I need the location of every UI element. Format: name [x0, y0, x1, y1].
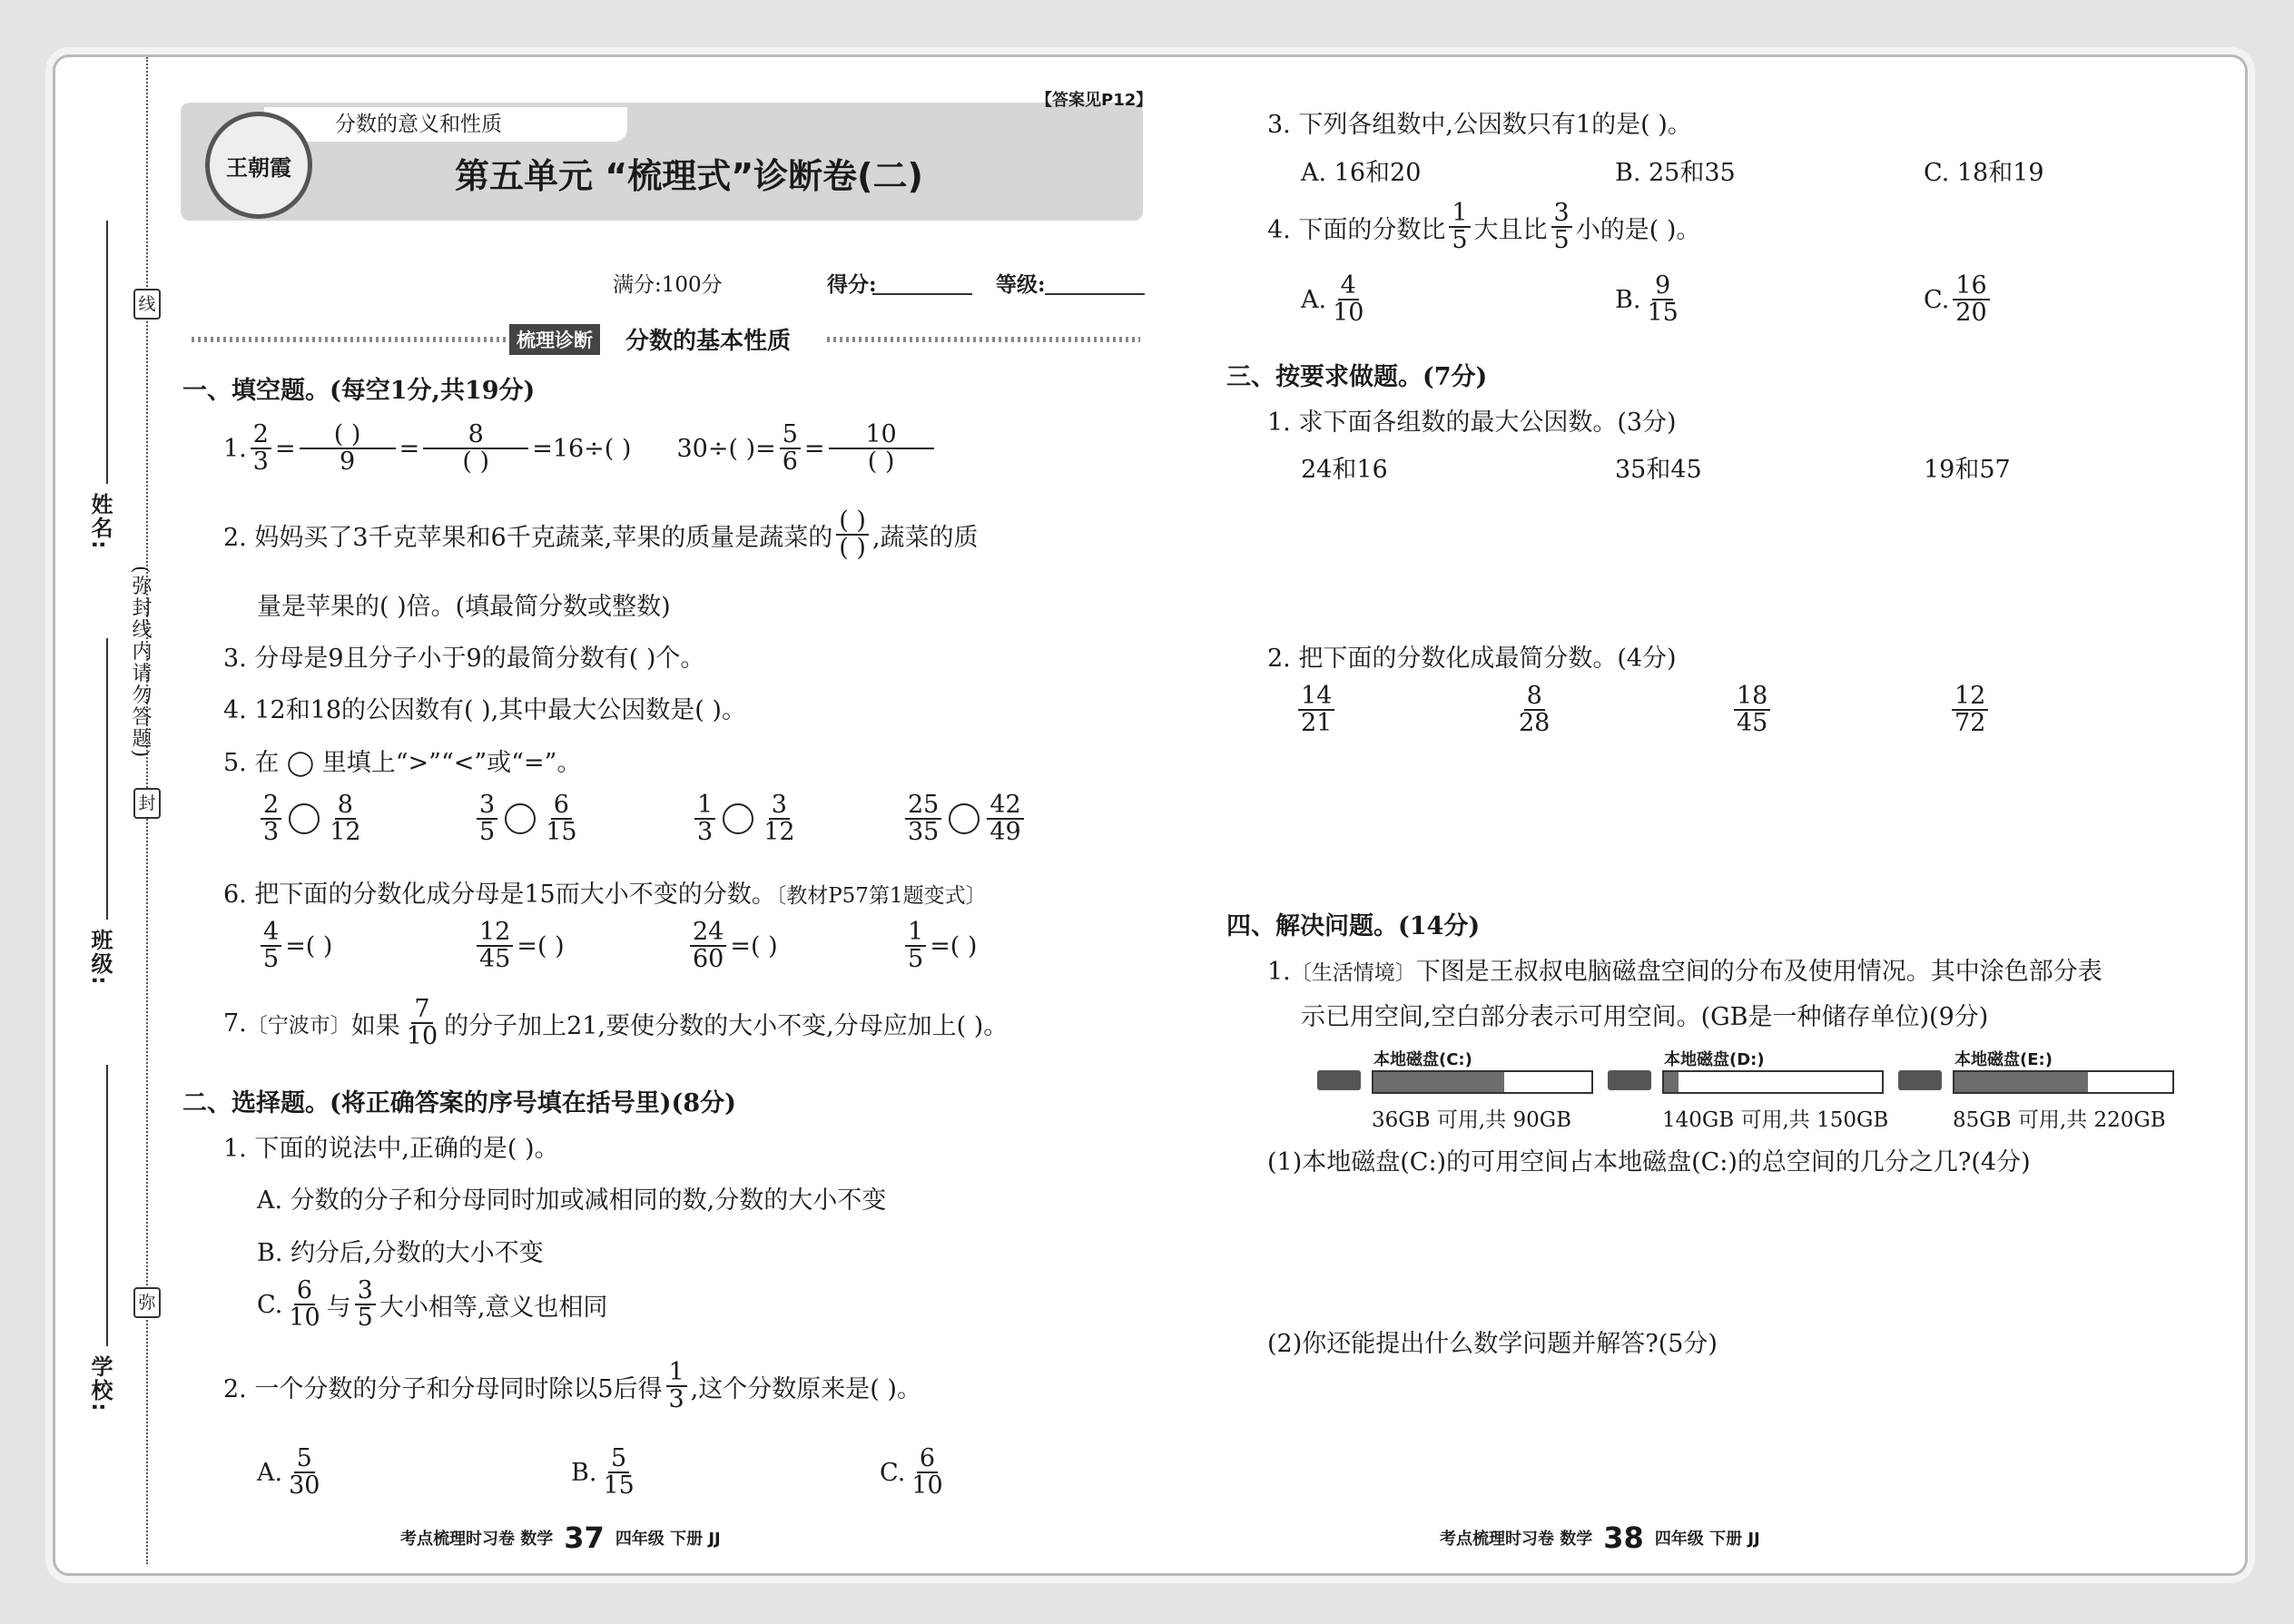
grade-label: 等级:: [996, 272, 1046, 297]
header-topic: 分数的意义和性质: [335, 113, 502, 136]
sec3-q1: 1. 求下面各组数的最大公因数。(3分): [1267, 408, 1677, 437]
q2-line-2: 量是苹果的( )倍。(填最简分数或整数): [257, 593, 671, 621]
banner-tag: 梳理诊断: [509, 324, 600, 355]
mc2-opt-c[interactable]: C. $\frac{6}{10}$: [880, 1444, 943, 1501]
mc3: 3. 下列各组数中,公因数只有1的是( )。: [1267, 111, 1692, 139]
answer-space-gcd[interactable]: [1301, 493, 2163, 638]
q5-pair-3: $\frac{1}{3}$ $\frac{3}{12}$: [691, 792, 802, 846]
mc2-opt-a[interactable]: A. $\frac{5}{30}$: [257, 1444, 320, 1501]
compare-circle[interactable]: [289, 803, 320, 834]
q5-pair-4: $\frac{25}{35}$ $\frac{42}{49}$: [901, 792, 1028, 846]
simplify-frac-2: $\frac{8}{28}$: [1519, 682, 1551, 738]
seal-mark-feng: 封: [133, 788, 161, 819]
disk-caption: 140GB 可用,共 150GB: [1662, 1108, 1889, 1132]
sub-question-2: (2)你还能提出什么数学问题并解答?(5分): [1267, 1330, 1718, 1358]
mc4-opt-c[interactable]: C. $\frac{16}{20}$: [1924, 273, 1994, 327]
compare-circle[interactable]: [505, 803, 536, 834]
school-line[interactable]: [106, 1065, 108, 1346]
compare-circle[interactable]: [949, 803, 980, 834]
footer-right: 考点梳理时习卷 数学 38 四年级 下册 JJ: [1440, 1521, 1760, 1555]
mc1-opt-b[interactable]: B. 约分后,分数的大小不变: [257, 1239, 544, 1267]
page-title: 第五单元 “梳理式”诊断卷(二): [455, 156, 923, 196]
logo-text: 王朝霞: [226, 153, 291, 181]
grade-blank[interactable]: [1045, 293, 1145, 295]
drive-icon: [1317, 1070, 1361, 1090]
q6-item-2[interactable]: $\frac{12}{45}$ =( ): [473, 920, 565, 973]
answer-space-simplify[interactable]: [1301, 747, 2163, 929]
gcd-pair-1: 24和16: [1301, 456, 1388, 484]
answer-ref: 【答案见P12】: [1036, 91, 1153, 110]
disk-name: 本地磁盘(E:): [1954, 1050, 2053, 1069]
disk-caption: 36GB 可用,共 90GB: [1372, 1108, 1572, 1132]
mc1: 1. 下面的说法中,正确的是( )。: [223, 1135, 559, 1163]
mc3-opt-c[interactable]: C. 18和19: [1924, 159, 2044, 187]
gcd-pair-2: 35和45: [1615, 456, 1702, 484]
mc4: 4. 下面的分数比 $\frac{1}{5}$ 大且比 $\frac{3}{5}$ 小的是( )。: [1267, 199, 1701, 255]
q5-pair-2: $\frac{3}{5}$ $\frac{6}{15}$: [473, 792, 584, 846]
disk-d: [1608, 1047, 1889, 1132]
mc1-opt-c[interactable]: C. $\frac{6}{10}$ 与 $\frac{3}{5}$ 大小相等,意义也相同: [257, 1276, 608, 1333]
mc1-opt-a[interactable]: A. 分数的分子和分母同时加或减相同的数,分数的大小不变: [257, 1186, 887, 1215]
banner-rule-right: [827, 337, 1140, 342]
disk-used-fill: [1954, 1072, 2088, 1092]
q5: 5. 在 ◯ 里填上“>”“<”或“=”。: [223, 749, 582, 777]
disk-name: 本地磁盘(C:): [1373, 1050, 1472, 1069]
sec2-title: 二、选择题。(将正确答案的序号填在括号里)(8分): [182, 1089, 736, 1117]
full-mark: 满分:100分: [613, 273, 723, 297]
q3: 3. 分母是9且分子小于9的最简分数有( )个。: [223, 645, 705, 673]
gcd-pair-3: 19和57: [1924, 456, 2011, 484]
q6-item-4[interactable]: $\frac{1}{5}$ =( ): [901, 920, 977, 973]
sub-question-1: (1)本地磁盘(C:)的可用空间占本地磁盘(C:)的总空间的几分之几?(4分): [1267, 1148, 2031, 1176]
name-label: 姓名:: [87, 493, 113, 551]
q1-line: 1. $\frac{2}{3}$ = $\frac{( )}{9}$ = $\frac{8}{( )}$ =16÷( ) 30÷( )= $\frac{5}{6}$ = $\frac{10}{( )}$: [223, 422, 938, 476]
banner-title: 分数的基本性质: [625, 328, 792, 355]
disk-used-fill: [1664, 1072, 1679, 1092]
seal-mark-xian: 线: [133, 289, 161, 320]
disk-caption: 85GB 可用,共 220GB: [1953, 1108, 2166, 1132]
sec4-q1-cont: 示已用空间,空白部分表示可用空间。(GB是一种储存单位)(9分): [1301, 1003, 1989, 1031]
disk-c: [1317, 1047, 1599, 1132]
disk-e: [1898, 1047, 2180, 1132]
sec4-q1: 1.〔生活情境〕下图是王叔叔电脑磁盘空间的分布及使用情况。其中涂色部分表: [1267, 958, 2102, 986]
disk-bar: [1953, 1070, 2174, 1094]
mc2-opt-b[interactable]: B. $\frac{5}{15}$: [571, 1444, 635, 1501]
score-label: 得分:: [827, 272, 877, 297]
q6-item-3[interactable]: $\frac{24}{60}$ =( ): [686, 920, 778, 973]
q5-pair-1: $\frac{2}{3}$ $\frac{8}{12}$: [257, 792, 368, 846]
q4: 4. 12和18的公因数有( ),其中最大公因数是( )。: [223, 696, 746, 724]
mc3-opt-b[interactable]: B. 25和35: [1615, 159, 1736, 187]
q6: 6. 把下面的分数化成分母是15而大小不变的分数。〔教材P57第1题变式〕: [223, 881, 987, 909]
mc4-opt-b[interactable]: B. $\frac{9}{15}$: [1615, 271, 1679, 328]
sec3-title: 三、按要求做题。(7分): [1226, 363, 1488, 391]
q1-blank-1[interactable]: $\frac{( )}{9}$: [300, 422, 396, 476]
school-label: 学校:: [87, 1355, 113, 1413]
logo-seal: [205, 112, 312, 219]
simplify-frac-4: $\frac{12}{72}$: [1948, 684, 1992, 737]
score-blank[interactable]: [872, 293, 972, 295]
q1-blank-2[interactable]: $\frac{8}{( )}$: [423, 422, 528, 476]
mc4-opt-a[interactable]: A. $\frac{4}{10}$: [1301, 271, 1364, 328]
footer-left: 考点梳理时习卷 数学 37 四年级 下册 JJ: [400, 1521, 721, 1555]
disk-bar: [1372, 1070, 1593, 1094]
simplify-frac-3: $\frac{18}{45}$: [1730, 684, 1774, 737]
drive-icon: [1608, 1070, 1651, 1090]
exam-sheet: [53, 54, 2248, 1576]
class-line[interactable]: [106, 638, 108, 920]
disk-bar: [1662, 1070, 1884, 1094]
seal-note: (弥封线内请勿答题): [129, 566, 152, 760]
class-label: 班级:: [87, 929, 113, 987]
compare-circle[interactable]: [723, 803, 753, 834]
disk-name: 本地磁盘(D:): [1664, 1050, 1765, 1069]
sec3-q2: 2. 把下面的分数化成最简分数。(4分): [1267, 645, 1677, 673]
mc2: 2. 一个分数的分子和分母同时除以5后得 $\frac{1}{3}$ ,这个分数原来是( )。: [223, 1358, 921, 1414]
q2-blank[interactable]: $\frac{( )}{( )}$: [836, 508, 869, 562]
q6-item-1[interactable]: $\frac{4}{5}$ =( ): [257, 920, 332, 973]
q2-line: 2. 妈妈买了3千克苹果和6千克蔬菜,苹果的质量是蔬菜的 $\frac{( )}{( )}$ ,蔬菜的质: [223, 507, 979, 563]
mc3-opt-a[interactable]: A. 16和20: [1301, 159, 1422, 187]
banner-rule-left: [192, 337, 555, 342]
answer-space-sub2[interactable]: [1301, 1364, 2163, 1501]
q7: 7. 〔宁波市〕 如果 $\frac{7}{10}$ 的分子加上21,要使分数的大小不变,分母应加上( )。: [223, 995, 1009, 1051]
drive-icon: [1898, 1070, 1942, 1090]
seal-mark-mi: 弥: [133, 1287, 161, 1318]
sec4-title: 四、解决问题。(14分): [1226, 912, 1481, 940]
name-line[interactable]: [106, 221, 108, 484]
disk-used-fill: [1373, 1072, 1504, 1092]
q1-blank-3[interactable]: $\frac{10}{( )}$: [829, 422, 934, 476]
sec1-title: 一、填空题。(每空1分,共19分): [182, 377, 536, 405]
simplify-frac-1: $\frac{14}{21}$: [1295, 684, 1338, 737]
